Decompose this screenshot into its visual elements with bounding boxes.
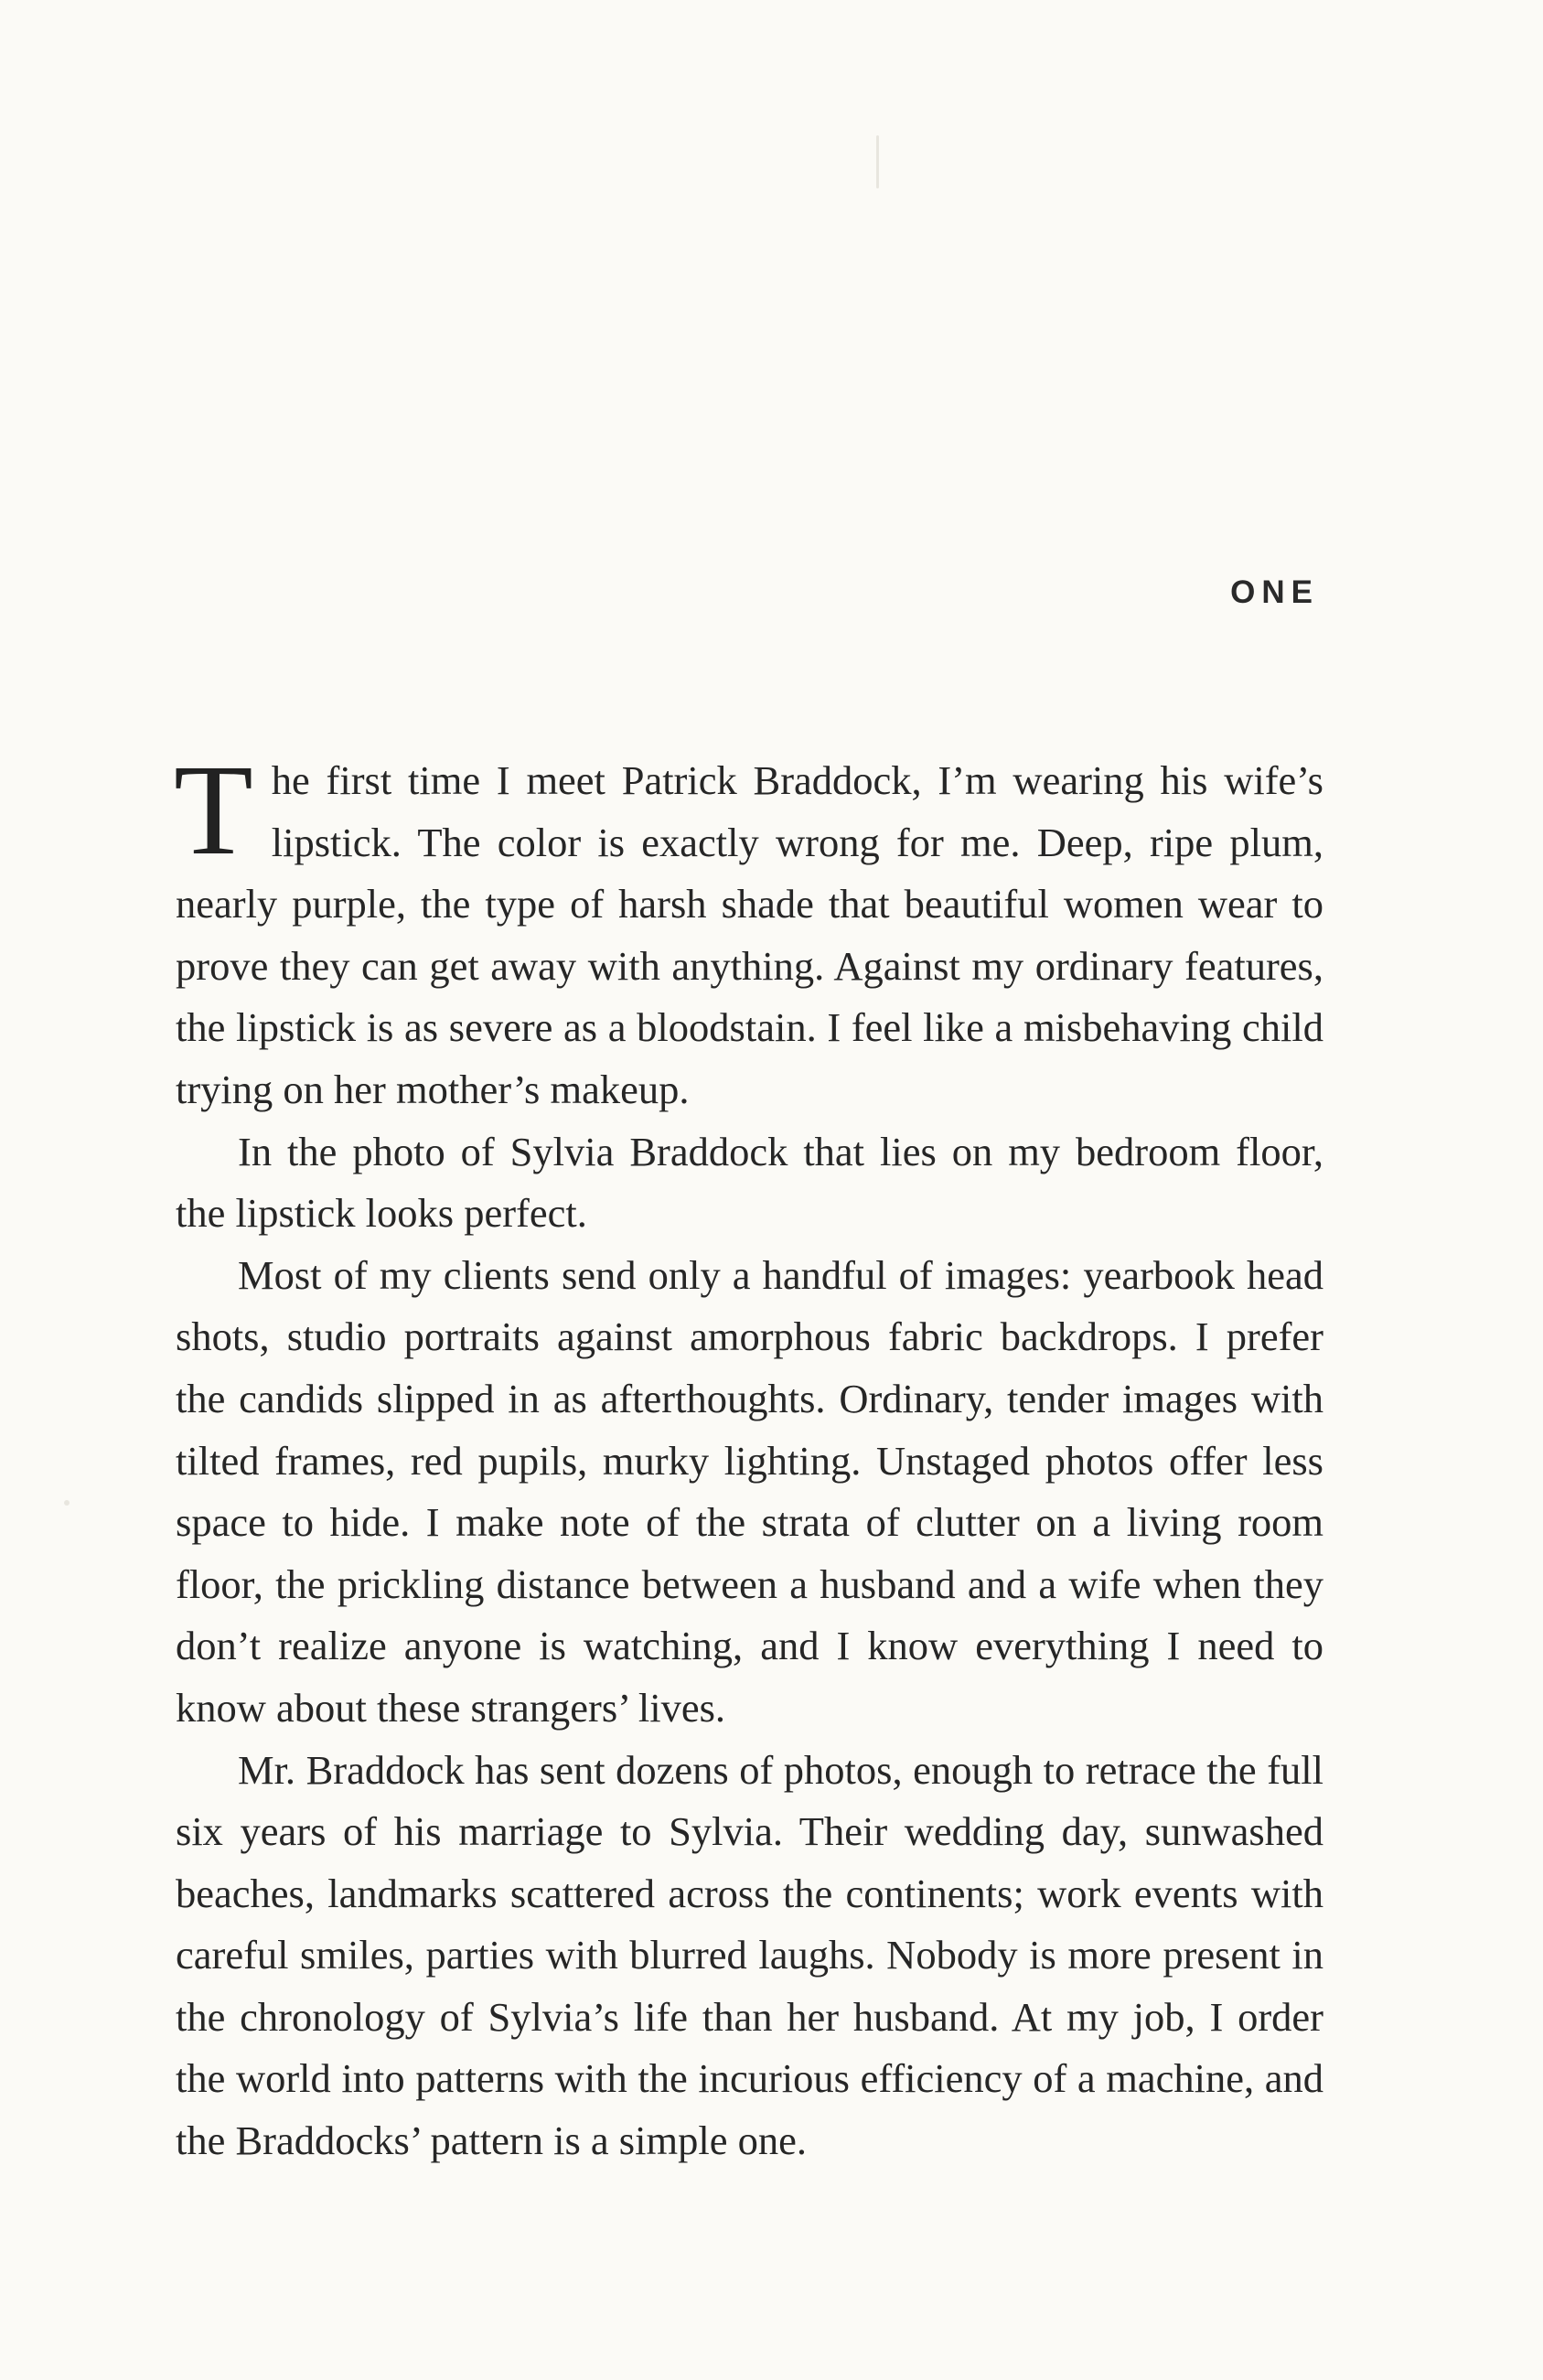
drop-cap: T [174, 737, 253, 882]
opening-paragraph-text: he first time I meet Patrick Braddock, I’m wearing his wife’s lipstick. The color is exactly wrong for me. Deep, ripe plum, nearly purple, the type of harsh shade that beautiful women wear to prove they can get away with anything. Against my ordinary features, the lipstick is as severe as a bloodstain. I feel like a misbehaving child trying on her mother’s makeup. [176, 757, 1323, 1112]
chapter-heading: ONE [1230, 574, 1319, 610]
chapter-body [174, 737, 1323, 2172]
body-paragraph: In the photo of Sylvia Braddock that lies on my bedroom floor, the lipstick looks perfect. [176, 1128, 1323, 1237]
paper-speck [876, 135, 879, 188]
body-paragraph: Most of my clients send only a handful of images: yearbook head shots, studio portraits against amorphous fabric backdrops. I prefer the candids slipped in as afterthoughts. Ordinary, tender images with tilted frames, red pupils, murky lighting. Unstaged photos offer less space to hide. I make note of the strata of clutter on a living room floor, the prickling distance between a husband and a wife when they don’t realize anyone is watching, and I know everything I need to know about these strangers’ lives. [176, 1251, 1323, 1731]
paper-speck [64, 1500, 70, 1506]
body-paragraph: Mr. Braddock has sent dozens of photos, enough to retrace the full six years of his marriage to Sylvia. Their wedding day, sunwashed beaches, landmarks scattered across the continents; work events with careful smiles, parties with blurred laughs. Nobody is more present in the chronology of Sylvia’s life than her husband. At my job, I order the world into patterns with the incurious efficiency of a machine, and the Braddocks’ pattern is a simple one. [176, 1746, 1323, 2164]
opening-paragraph [174, 737, 1323, 1121]
